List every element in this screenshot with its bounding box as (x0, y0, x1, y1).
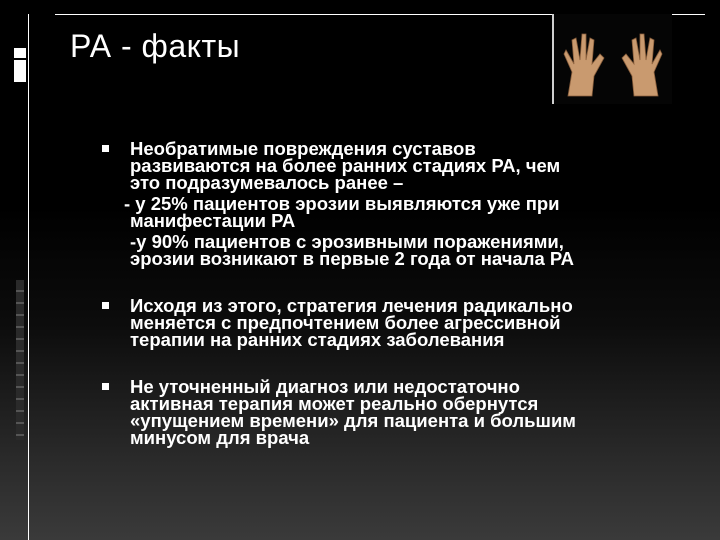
bullet-marker (102, 383, 109, 390)
bullet-marker (102, 302, 109, 309)
bullet-point (100, 378, 680, 446)
bullet-line: развиваются на более ранних стадиях РА, чем (130, 155, 561, 176)
bullet-line: Исходя из этого, стратегия лечения радикально (130, 295, 573, 316)
bullet-line: Необратимые повреждения суставов (130, 138, 476, 159)
bullet-line: Не уточненный диагноз или недостаточно (130, 376, 520, 397)
bullet-line: активная терапия может реально обернутся (130, 393, 539, 414)
bullet-line: это подразумевалось ранее – (130, 172, 404, 193)
bullet-line: манифестации РА (130, 210, 296, 231)
bullet-line: - у 25% пациентов эрозии выявляются уже при (124, 193, 560, 214)
bullet-point (100, 140, 680, 267)
decor-square (14, 48, 26, 58)
slide-title: РА - факты (70, 28, 241, 64)
bullet-point (100, 297, 680, 348)
bullet-line: эрозии возникают в первые 2 года от начала РА (130, 248, 574, 269)
bullet-marker (102, 145, 109, 152)
bullet-line: минусом для врача (130, 427, 310, 448)
slide-content (100, 140, 680, 476)
bullet-line: терапии на ранних стадиях заболевания (130, 329, 505, 350)
bullet-line: меняется с предпочтением более агрессивной (130, 312, 561, 333)
bullet-line: -у 90% пациентов с эрозивными поражениями, (130, 231, 564, 252)
hands-illustration (554, 14, 672, 104)
bullet-line: «упущением времени» для пациента и большим (130, 410, 576, 431)
decor-square-lower (14, 60, 26, 82)
left-rule (28, 14, 29, 540)
decor-stripes (16, 280, 24, 440)
hands-photo (552, 14, 672, 104)
